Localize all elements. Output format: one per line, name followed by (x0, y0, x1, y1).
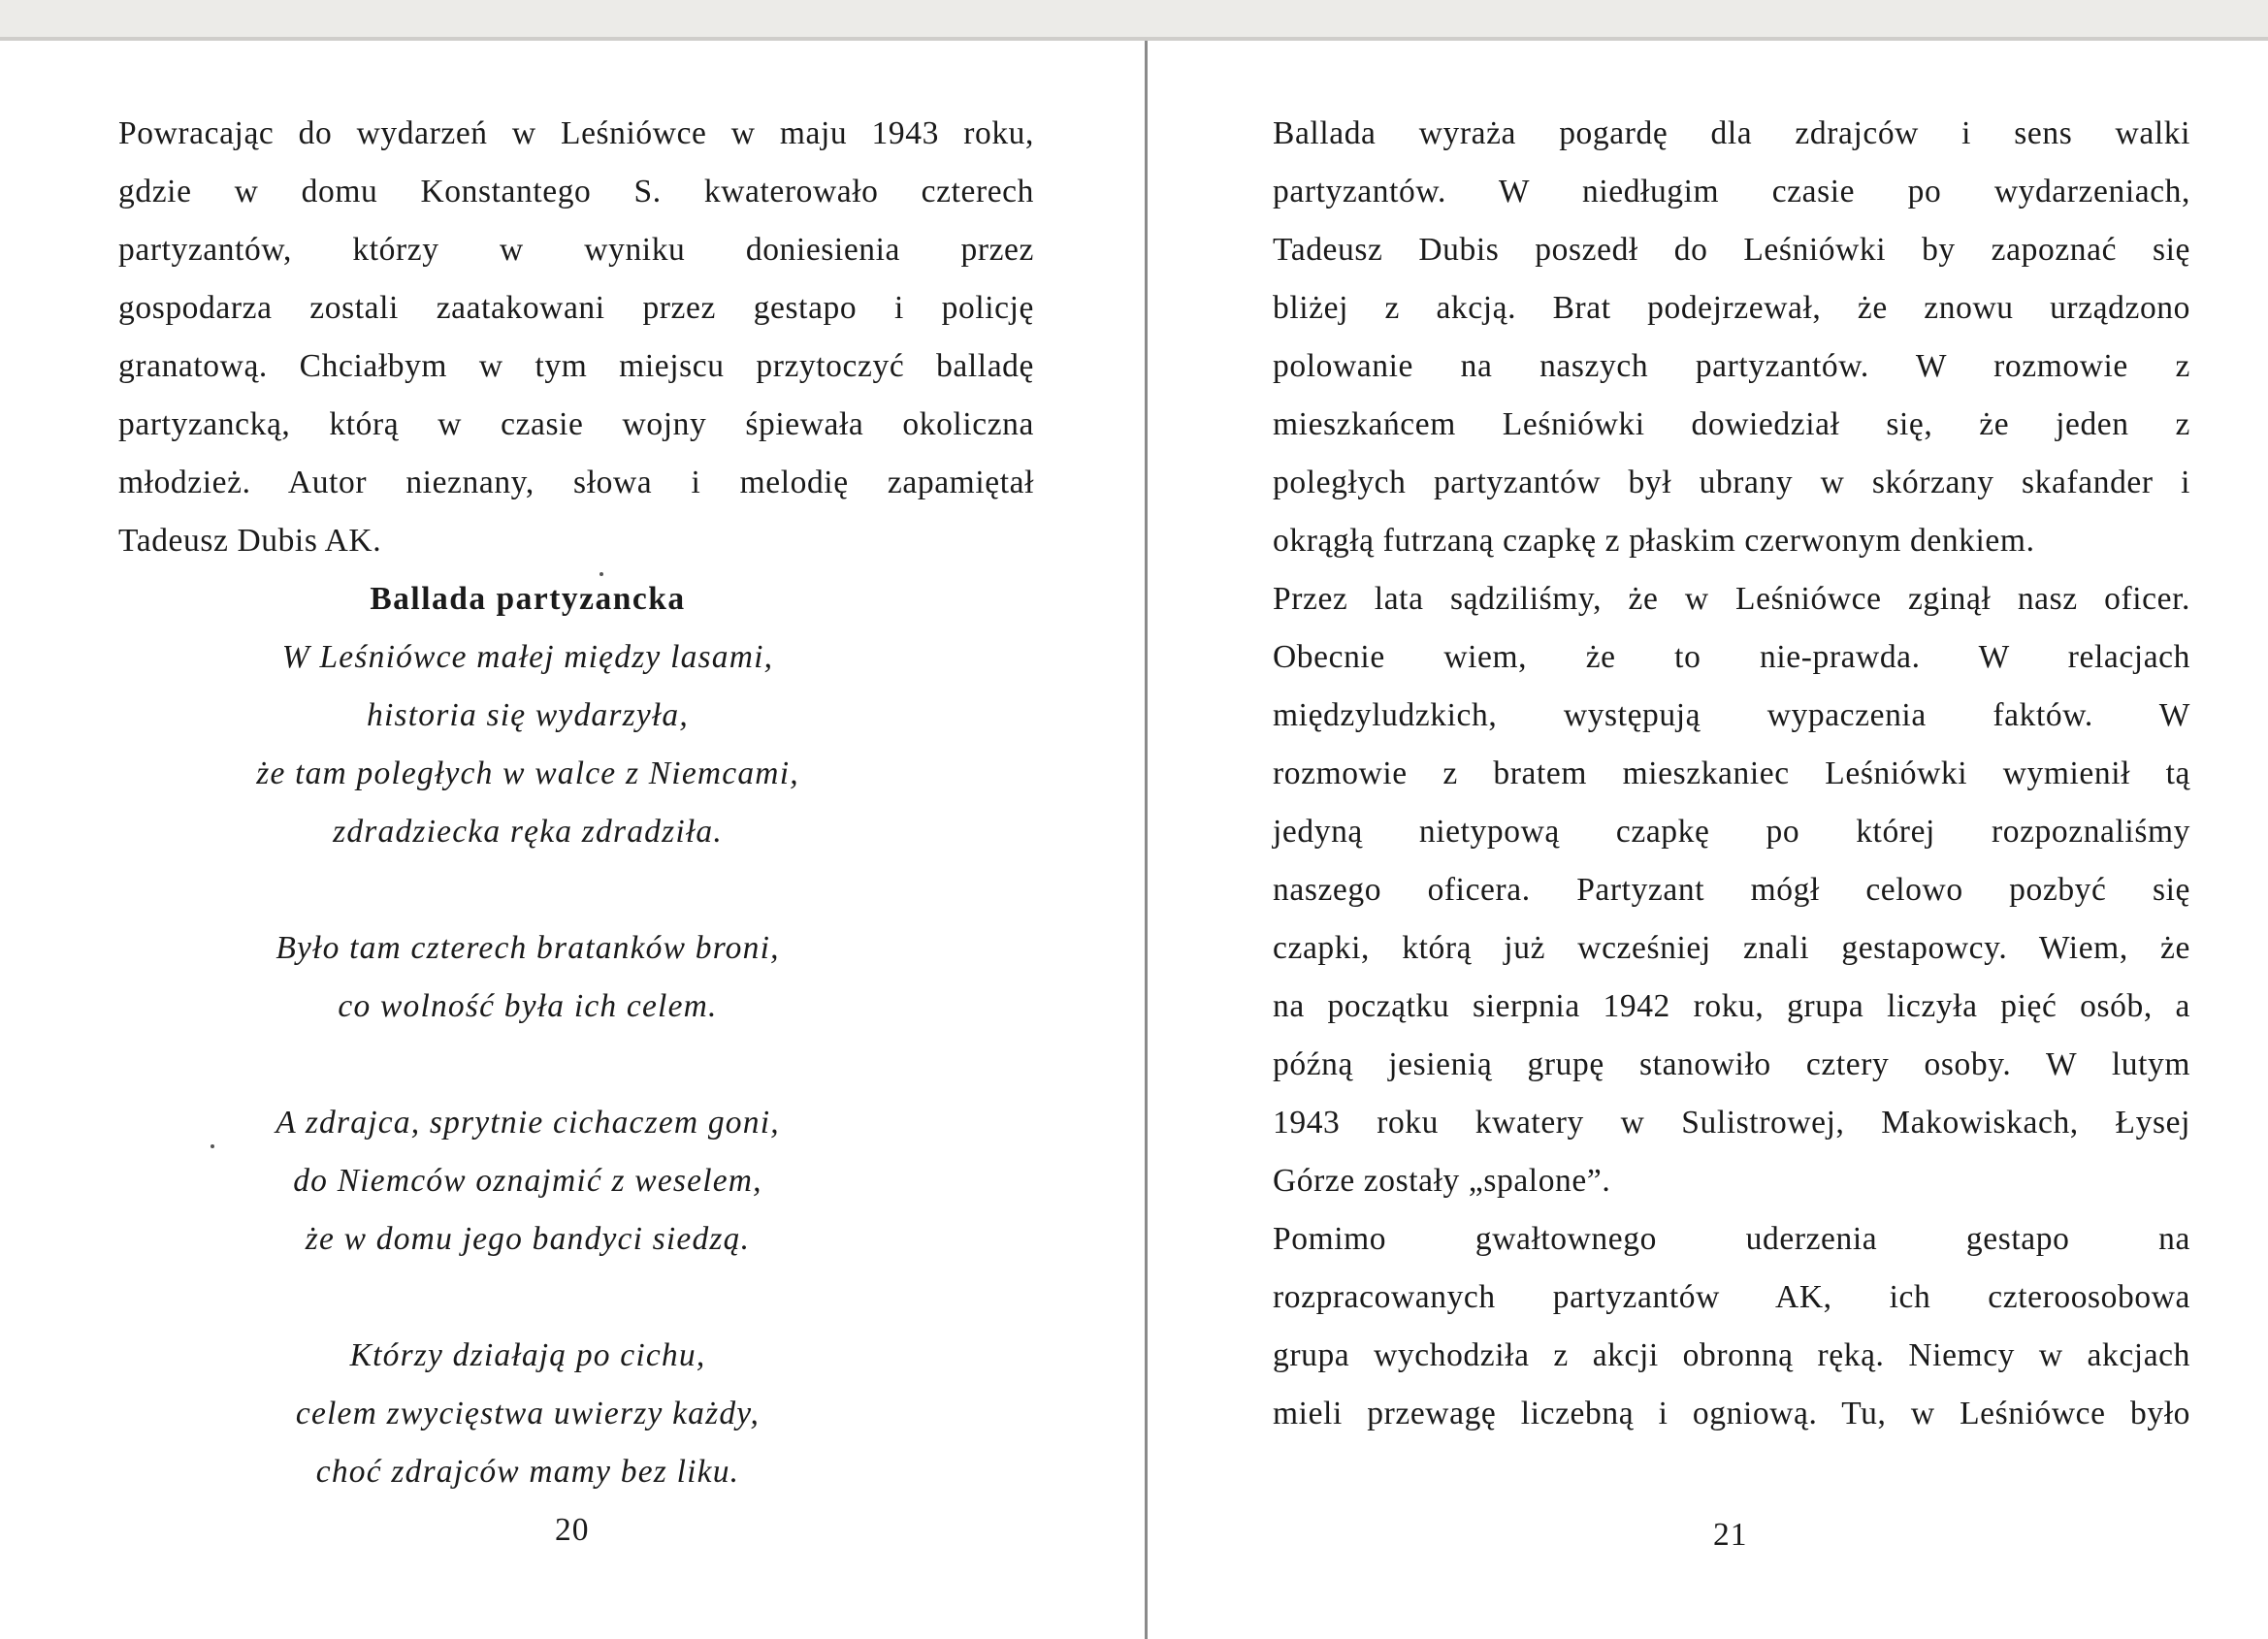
poem-stanza (70, 1327, 986, 1501)
page-number-left: 20 (555, 1512, 590, 1548)
text-line: Przez lata sądziliśmy, że w Leśniówce zginął nasz oficer. (1273, 581, 2190, 617)
poem-verse: Było tam czterech bratanków broni, (275, 930, 780, 966)
text-line: partyzantów, którzy w wyniku doniesienia przez (118, 232, 1034, 268)
text-line: partyzancką, którą w czasie wojny śpiewała okoliczna (118, 406, 1034, 442)
poem (70, 628, 986, 1501)
text-line: międzyludzkich, występują wypaczenia faktów. W (1273, 697, 2190, 733)
scan-top-band (0, 0, 2268, 39)
text-line: gospodarza zostali zaatakowani przez gestapo i policję (118, 290, 1034, 326)
poem-title: Ballada partyzancka (370, 581, 686, 617)
poem-verse: że w domu jego bandyci siedzą. (305, 1221, 751, 1257)
text-line: czapki, którą już wcześniej znali gestapowcy. Wiem, że (1273, 930, 2190, 966)
book-spine (1145, 41, 1148, 1639)
text-line: młodzież. Autor nieznany, słowa i melodię zapamiętał (118, 465, 1034, 500)
body-paragraph (1273, 570, 2190, 1210)
text-line: naszego oficera. Partyzant mógł celowo pozbyć się (1273, 872, 2190, 908)
text-line: Obecnie wiem, że to nie-prawda. W relacjach (1273, 639, 2190, 675)
intro-paragraph (118, 105, 1034, 570)
poem-verse: W Leśniówce małej między lasami, (281, 639, 774, 675)
poem-verse: do Niemców oznajmić z weselem, (293, 1163, 762, 1199)
poem-verse: celem zwycięstwa uwierzy każdy, (295, 1396, 761, 1431)
text-line: Pomimo gwałtownego uderzenia gestapo na (1273, 1221, 2190, 1257)
page-top-edge (0, 37, 2268, 41)
text-line: Tadeusz Dubis AK. (118, 523, 382, 559)
text-line: na początku sierpnia 1942 roku, grupa liczyła pięć osób, a (1273, 988, 2190, 1024)
poem-verse: choć zdrajców mamy bez liku. (315, 1454, 740, 1490)
right-page (1273, 105, 2190, 1443)
poem-stanza (70, 1094, 986, 1269)
text-line: grupa wychodziła z akcji obronną ręką. Niemcy w akcjach (1273, 1337, 2190, 1373)
text-line: partyzantów. W niedługim czasie po wydarzeniach, (1273, 174, 2190, 209)
poem-stanza (70, 628, 986, 861)
text-line: Tadeusz Dubis poszedł do Leśniówki by zapoznać się (1273, 232, 2190, 268)
text-line: bliżej z akcją. Brat podejrzewał, że znowu urządzono (1273, 290, 2190, 326)
poem-verse: Którzy działają po cichu, (349, 1337, 706, 1373)
poem-stanza (70, 919, 986, 1036)
left-page (118, 105, 1034, 1501)
text-line: polowanie na naszych partyzantów. W rozmowie z (1273, 348, 2190, 384)
body-paragraph (1273, 1210, 2190, 1443)
body-paragraph (1273, 105, 2190, 570)
text-line: mieszkańcem Leśniówki dowiedział się, że jeden z (1273, 406, 2190, 442)
text-line: rozpracowanych partyzantów AK, ich czteroosobowa (1273, 1279, 2190, 1315)
text-line: Powracając do wydarzeń w Leśniówce w maju 1943 roku, (118, 115, 1034, 151)
text-line: 1943 roku kwatery w Sulistrowej, Makowiskach, Łysej (1273, 1105, 2190, 1141)
page-number-right: 21 (1713, 1517, 1748, 1553)
text-line: rozmowie z bratem mieszkaniec Leśniówki wymienił tą (1273, 755, 2190, 791)
poem-verse: co wolność była ich celem. (338, 988, 718, 1024)
scan-speck (599, 572, 603, 576)
text-line: poległych partyzantów był ubrany w skórzany skafander i (1273, 465, 2190, 500)
scan-speck (211, 1144, 214, 1148)
text-line: okrągłą futrzaną czapkę z płaskim czerwonym denkiem. (1273, 523, 2035, 559)
poem-verse: że tam poległych w walce z Niemcami, (256, 755, 799, 791)
text-line: Górze zostały „spalone”. (1273, 1163, 1611, 1199)
poem-verse: historia się wydarzyła, (367, 697, 689, 733)
text-line: późną jesienią grupę stanowiło cztery osoby. W lutym (1273, 1046, 2190, 1082)
text-line: Ballada wyraża pogardę dla zdrajców i sens walki (1273, 115, 2190, 151)
poem-verse: A zdrajca, sprytnie cichaczem goni, (275, 1105, 780, 1141)
poem-verse: zdradziecka ręka zdradziła. (333, 814, 723, 850)
text-line: granatową. Chciałbym w tym miejscu przytoczyć balladę (118, 348, 1034, 384)
text-line: mieli przewagę liczebną i ogniową. Tu, w Leśniówce było (1273, 1396, 2190, 1431)
text-line: gdzie w domu Konstantego S. kwaterowało czterech (118, 174, 1034, 209)
text-line: jedyną nietypową czapkę po której rozpoznaliśmy (1273, 814, 2190, 850)
